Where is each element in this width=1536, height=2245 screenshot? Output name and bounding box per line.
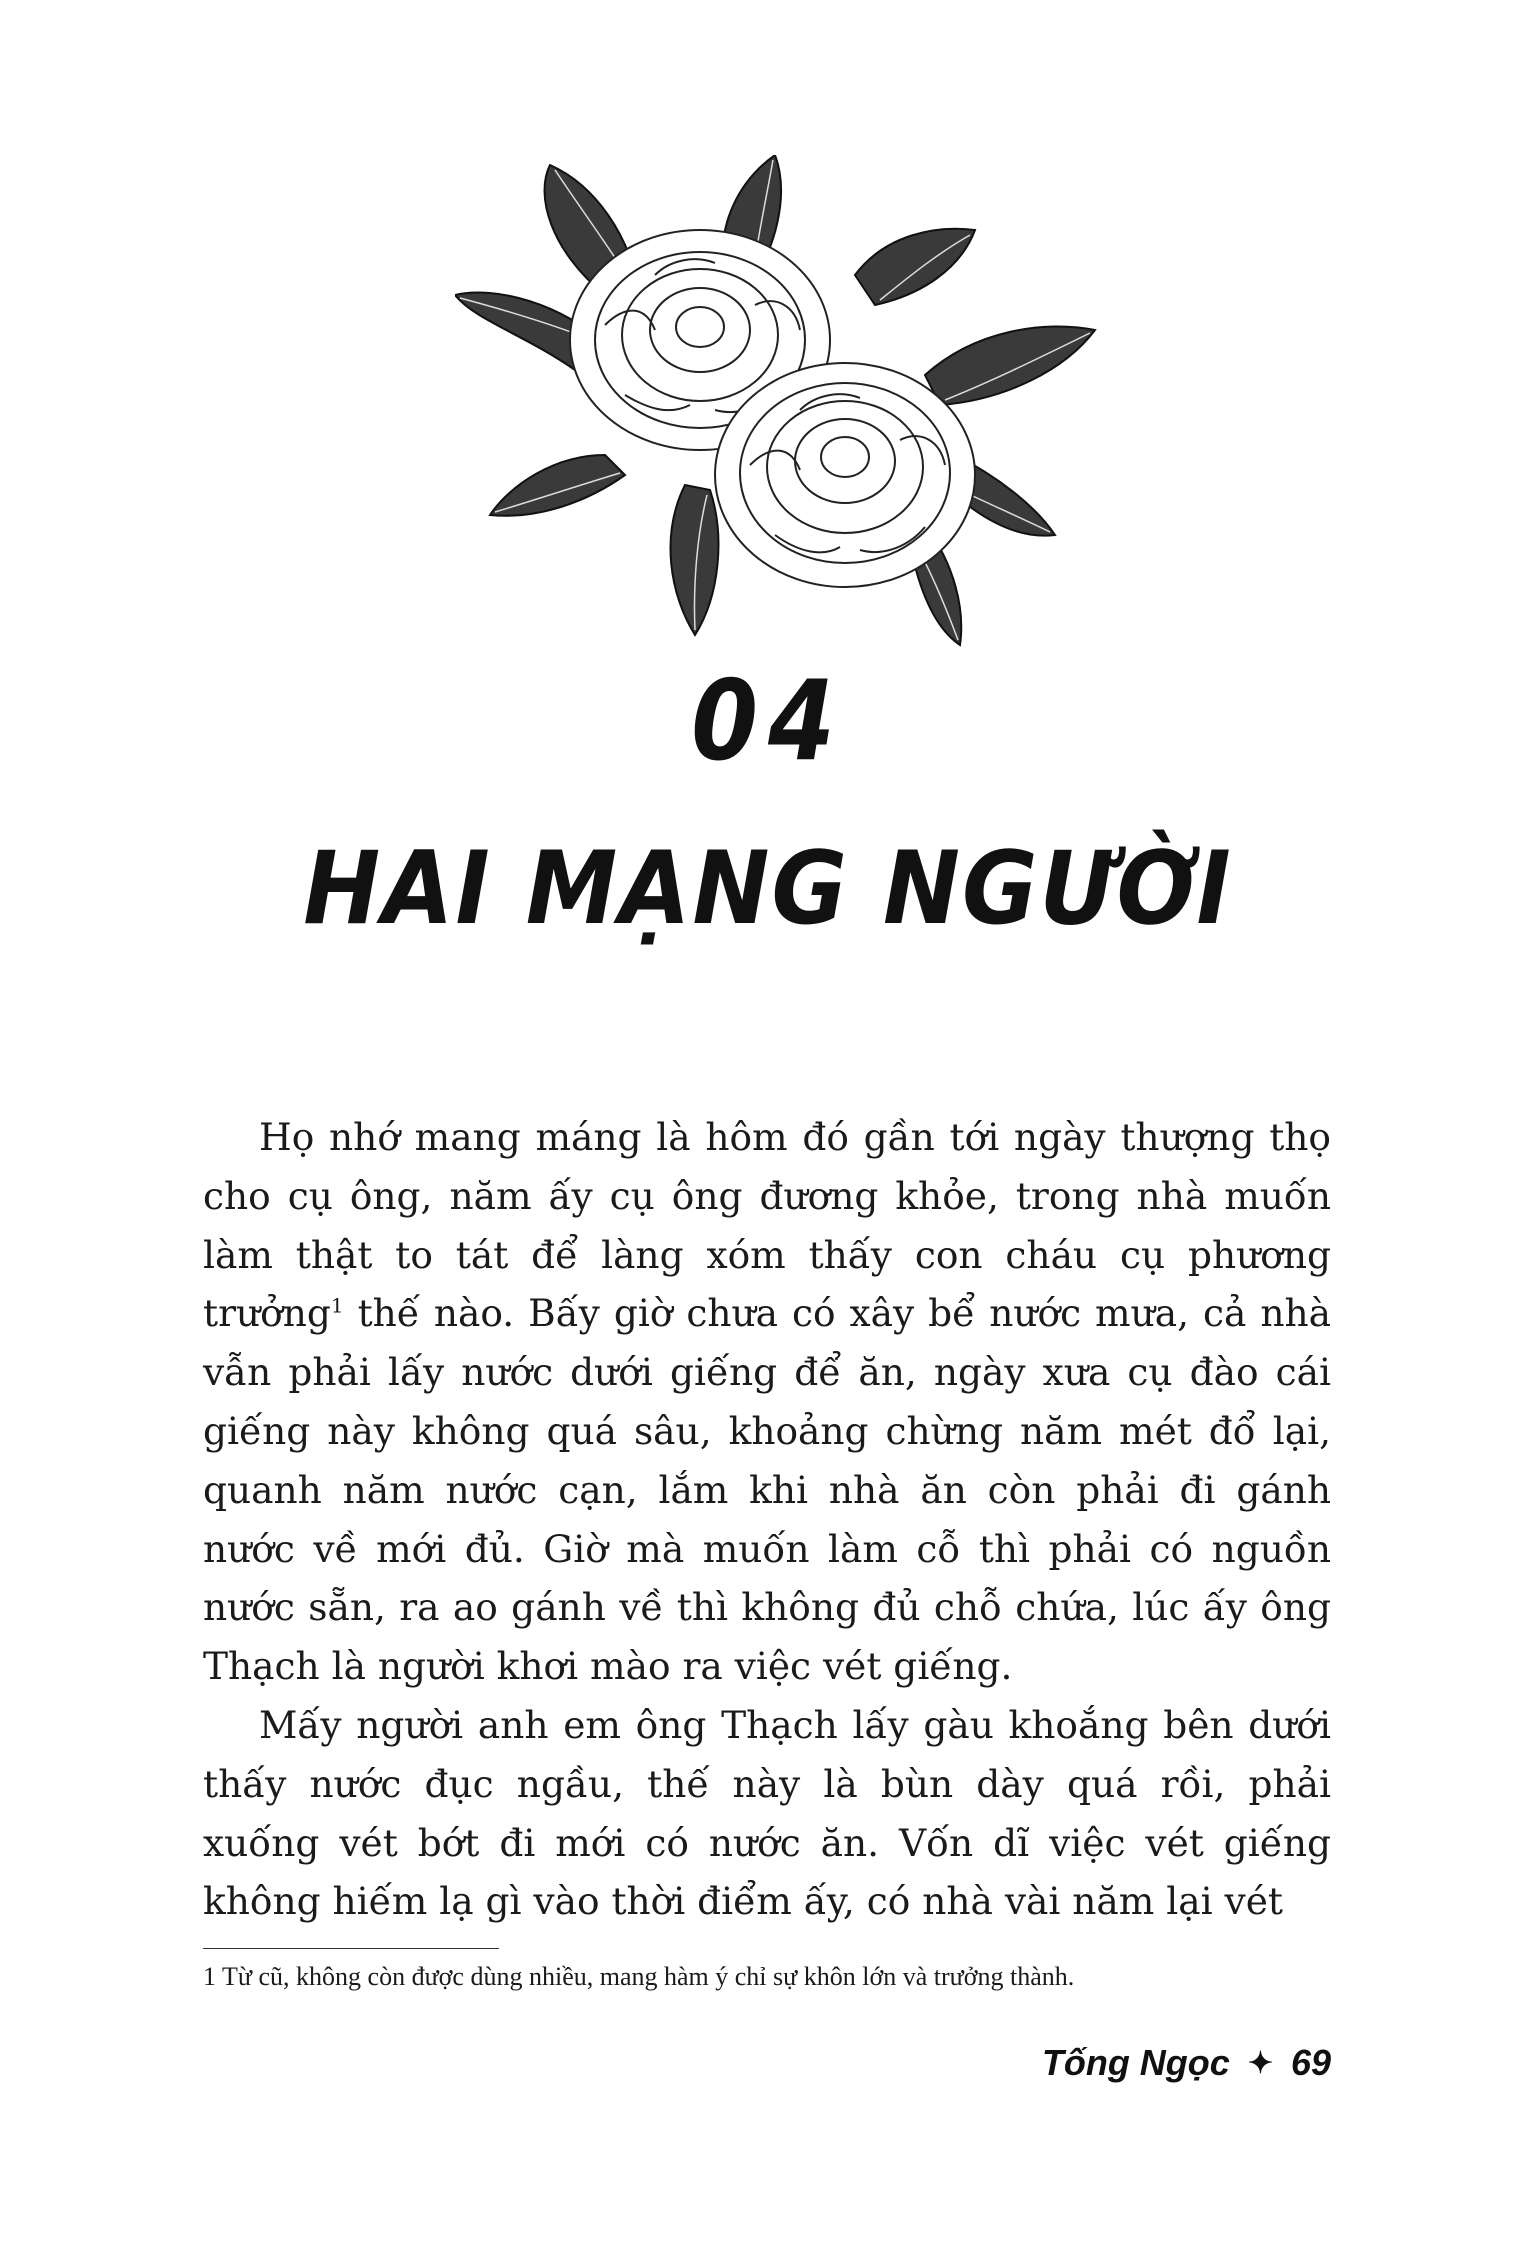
footnote: 1 Từ cũ, không còn được dùng nhiều, mang hàm ý chỉ sự khôn lớn và trưởng thành.: [203, 1962, 1075, 1991]
body-text: [203, 1108, 1331, 1931]
chrysanthemum-illustration: [455, 155, 1115, 670]
chrysanthemum-flower-2: [715, 363, 975, 587]
paragraph-2: Mấy người anh em ông Thạch lấy gàu khoắng bên dưới thấy nước đục ngầu, thế này là bùn dày quá rồi, phải xuống vét bớt đi mới có nước ăn. Vốn dĩ việc vét giếng không hiếm lạ gì vào thời điểm ấy, có nhà vài năm lại vét: [203, 1702, 1331, 1924]
leaf-top-right: [855, 229, 975, 305]
running-footer: [1042, 2042, 1331, 2084]
leaf-right: [925, 326, 1095, 405]
chapter-title: HAI MẠNG NGƯỜI: [303, 829, 1233, 948]
chapter-number: 04: [691, 656, 845, 786]
paragraph-1: [203, 1108, 1331, 1696]
paragraph-1-end: thế nào. Bấy giờ chưa có xây bể nước mưa, cả nhà vẫn phải lấy nước dưới giếng để ăn, ngày xưa cụ đào cái giếng này không quá sâu, khoảng chừng năm mét đổ lại, quanh năm nước cạn, lắm khi nhà ăn còn phải đi gánh nước về mới đủ. Giờ mà muốn làm cỗ thì phải có nguồn nước sẵn, ra ao gánh về thì không đủ chỗ chứa, lúc ấy ông Thạch là người khơi mào ra việc vét giếng.: [203, 1291, 1331, 1689]
star-separator-icon: ✦: [1247, 2047, 1273, 2080]
author-name: Tống Ngọc: [1041, 2042, 1230, 2083]
footnote-divider: [203, 1948, 499, 1949]
page-number: 69: [1290, 2042, 1331, 2083]
footnote-reference: 1: [330, 1293, 344, 1318]
paragraph-1-start: Họ nhớ mang máng là hôm đó gần tới ngày thượng thọ cho cụ ông, năm ấy cụ ông đương khỏe, trong nhà muốn làm thật to tát để làng xóm thấy con cháu cụ phương trưởng: [203, 1115, 1331, 1336]
